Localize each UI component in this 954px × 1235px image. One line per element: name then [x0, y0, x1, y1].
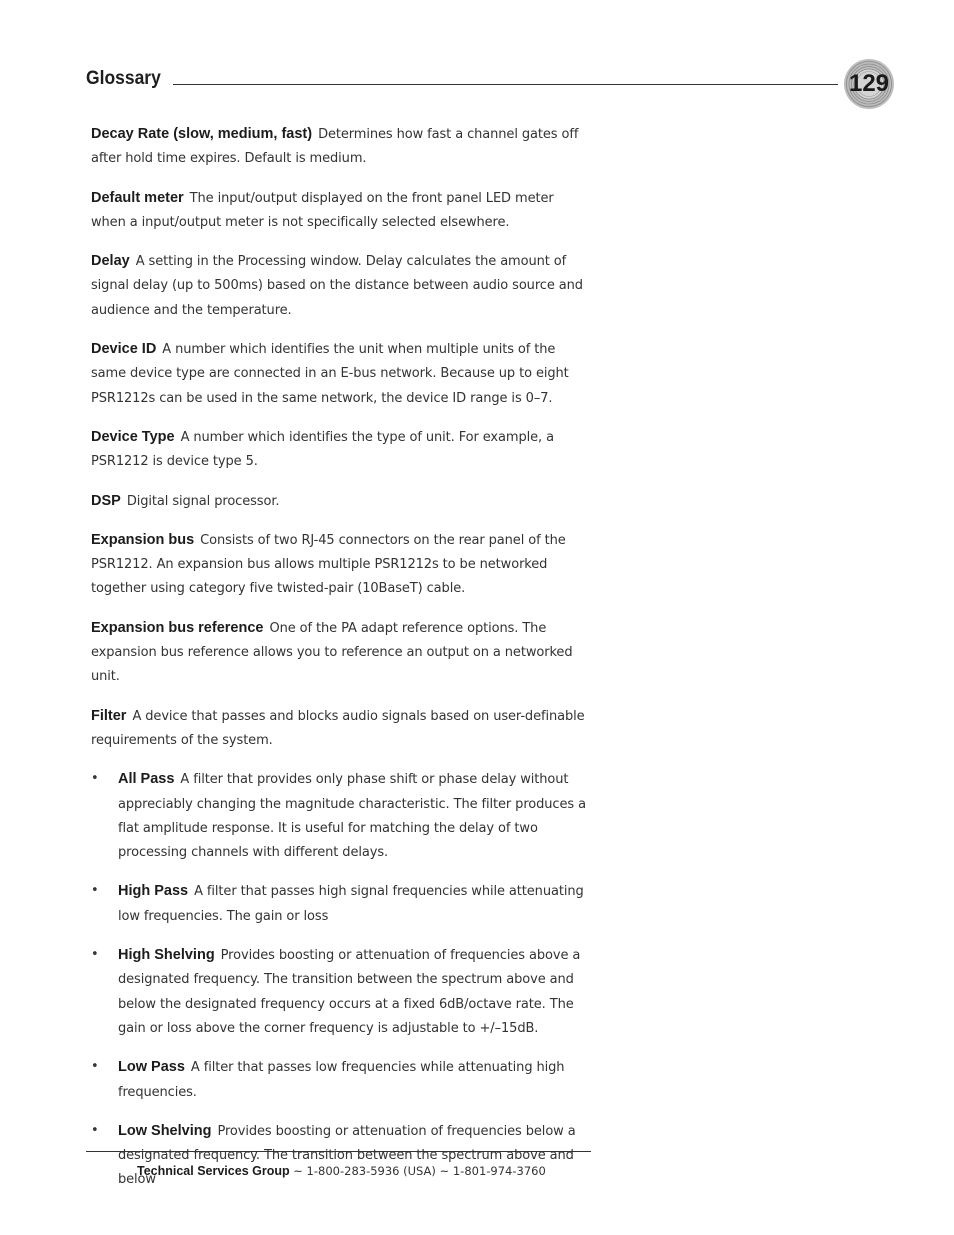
header-title: Glossary — [86, 68, 161, 89]
entry-definition: Provides boosting or attenuation of frequencies below a designated frequency. The transition between the spectrum above and below — [118, 1123, 576, 1188]
list-item — [91, 1119, 591, 1193]
glossary-entry — [91, 122, 591, 172]
glossary-entry — [91, 616, 591, 690]
footer-rule — [86, 1151, 591, 1152]
glossary-entry — [91, 489, 591, 514]
entry-term: Device Type — [91, 428, 175, 445]
filter-types-list — [91, 767, 591, 1192]
glossary-entry — [91, 528, 591, 602]
entry-term: Device ID — [91, 341, 157, 358]
footer-contact: ~ 1-800-283-5936 (USA) ~ 1-801-974-3760 — [293, 1164, 546, 1178]
entry-definition: A device that passes and blocks audio signals based on user-definable requirements of the system. — [91, 708, 585, 748]
list-item — [91, 879, 591, 929]
entry-term: High Pass — [118, 883, 189, 900]
entry-term: DSP — [91, 492, 121, 509]
entry-term: Decay Rate (slow, medium, fast) — [91, 126, 313, 142]
list-item — [91, 943, 591, 1041]
bullet-icon: • — [91, 771, 99, 787]
entry-definition: The input/output displayed on the front panel LED meter when a input/output meter is not specifically selected elsewhere. — [91, 190, 554, 230]
bullet-icon: • — [91, 1122, 99, 1138]
glossary-entry — [91, 337, 591, 411]
glossary-entry — [91, 704, 591, 754]
entry-definition: One of the PA adapt reference options. The expansion bus reference allows you to reference an output on a networked unit. — [91, 620, 573, 685]
entry-definition: A number which identifies the unit when multiple units of the same device type are connected in an E-bus network. Because up to eight PSR1212s can be used in the same network, the device ID range is 0–7. — [91, 342, 569, 406]
bullet-icon: • — [91, 947, 99, 963]
glossary-entry — [91, 186, 591, 236]
glossary-entry — [91, 425, 591, 475]
entry-definition: A filter that passes high signal frequencies while attenuating low frequencies. The gain or loss — [118, 884, 584, 924]
entry-term: Expansion bus reference — [91, 619, 264, 636]
entry-definition: A filter that passes low frequencies while attenuating high frequencies. — [118, 1060, 565, 1100]
glossary-content — [91, 122, 591, 1207]
bullet-icon: • — [91, 1059, 99, 1075]
footer-organization: Technical Services Group — [137, 1164, 290, 1178]
entry-term: Default meter — [91, 189, 184, 206]
entry-term: Expansion bus — [91, 531, 195, 548]
list-item — [91, 1055, 591, 1105]
header-rule — [173, 84, 838, 85]
entry-definition: A setting in the Processing window. Delay calculates the amount of signal delay (up to 500ms) based on the distance between audio source and audience and the temperature. — [91, 254, 583, 318]
page-number: 129 — [848, 70, 890, 97]
entry-term: Low Pass — [118, 1059, 185, 1076]
entry-term: Filter — [91, 707, 127, 724]
entry-definition: Provides boosting or attenuation of frequencies above a designated frequency. The transition between the spectrum above and below the designated frequency occurs at a fixed 6dB/octave rate. The gain or loss above the corner frequency is adjustable to +/–15dB. — [118, 948, 581, 1036]
entry-term: Delay — [91, 253, 130, 270]
bullet-icon: • — [91, 883, 99, 899]
entry-definition: A number which identifies the type of unit. For example, a PSR1212 is device type 5. — [91, 429, 554, 470]
entry-definition: Determines how fast a channel gates off after hold time expires. Default is medium. — [91, 127, 579, 167]
entry-definition: Consists of two RJ-45 connectors on the rear panel of the PSR1212. An expansion bus allows multiple PSR1212s to be networked together using category five twisted-pair (10BaseT) cable. — [91, 532, 566, 597]
entry-term: Low Shelving — [118, 1122, 212, 1139]
entry-definition: A filter that provides only phase shift or phase delay without appreciably changing the magnitude characteristic. The filter produces a flat amplitude response. It is useful for matching the delay of two processing channels with different delays. — [118, 772, 586, 861]
glossary-entry — [91, 249, 591, 323]
list-item — [91, 767, 591, 865]
entry-definition: Digital signal processor. — [126, 493, 280, 509]
footer — [137, 1164, 546, 1178]
entry-term: High Shelving — [118, 947, 215, 964]
entry-term: All Pass — [118, 771, 175, 788]
